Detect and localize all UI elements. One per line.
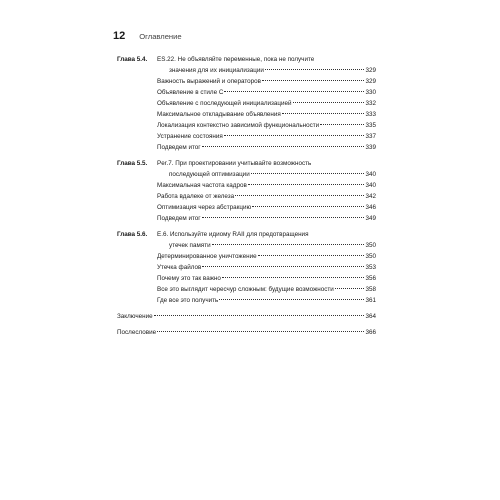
entry-text: Послесловие [117, 329, 157, 336]
entry-text: Работа вдалеке от железа [157, 193, 235, 200]
chapter-title [157, 54, 376, 76]
entry-text: Утечка файлов [157, 264, 202, 271]
chapter-title-line1: ES.22. Не объявляйте переменные, пока не получите [157, 56, 315, 63]
entry-text: Объявление в стиле C [157, 89, 224, 96]
dot-leader [262, 80, 364, 81]
dot-leader [320, 124, 364, 125]
toc-entry[interactable] [157, 284, 376, 295]
entry-page: 339 [365, 144, 376, 151]
entry-page: 358 [365, 286, 376, 293]
chapter-title-line2 [157, 169, 376, 180]
dot-leader [222, 277, 365, 278]
toc-entry[interactable] [157, 142, 376, 153]
dot-leader [282, 113, 365, 114]
dot-leader [202, 266, 364, 267]
page-header [113, 30, 182, 42]
chapter-5-6 [117, 229, 376, 306]
toc-entry[interactable] [157, 109, 376, 120]
chapter-heading [117, 54, 376, 76]
entry-page: 361 [365, 297, 376, 304]
toc-entry[interactable] [157, 191, 376, 202]
entry-text: Подведем итог [157, 144, 201, 151]
section-list [117, 251, 376, 306]
entry-text: Локализация контекстно зависимой функциональности [157, 122, 320, 129]
back-matter [117, 311, 376, 338]
entry-text: Оптимизация через абстракцию [157, 204, 252, 211]
entry-page: 333 [365, 111, 376, 118]
toc-entry[interactable] [157, 120, 376, 131]
entry-text: Максимальная частота кадров [157, 182, 247, 189]
entry-text: Почему это так важно [157, 275, 221, 282]
entry-page: 337 [365, 133, 376, 140]
running-title: Оглавление [139, 32, 182, 41]
section-list [117, 76, 376, 153]
dot-leader [235, 195, 364, 196]
chapter-title [157, 229, 376, 251]
entry-text: Заключение [117, 313, 153, 320]
dot-leader [251, 173, 365, 174]
toc-entry[interactable] [157, 202, 376, 213]
chapter-title [157, 158, 376, 180]
toc-entry[interactable] [157, 273, 376, 284]
page-number: 12 [113, 30, 126, 42]
entry-text: Подведем итог [157, 215, 201, 222]
chapter-heading [117, 158, 376, 180]
chapter-label: Глава 5.6. [117, 231, 148, 238]
chapter-title-line2-text: утечек памяти [169, 242, 211, 249]
chapter-title-line2 [157, 65, 376, 76]
entry-page: 356 [365, 275, 376, 282]
chapter-label: Глава 5.4. [117, 56, 148, 63]
entry-page: 335 [365, 122, 376, 129]
toc-entry[interactable] [157, 76, 376, 87]
toc-entry[interactable] [157, 180, 376, 191]
entry-page: 329 [365, 78, 376, 85]
entry-text: Объявление с последующей инициализацией [157, 100, 292, 107]
dot-leader [293, 102, 365, 103]
entry-page: 349 [365, 215, 376, 222]
section-list [117, 180, 376, 224]
toc-entry[interactable] [157, 213, 376, 224]
dot-leader [224, 135, 365, 136]
chapter-5-5 [117, 158, 376, 224]
dot-leader [265, 69, 365, 70]
toc-entry-afterword[interactable] [117, 327, 376, 338]
chapter-heading [117, 229, 376, 251]
entry-page: 366 [365, 329, 376, 336]
entry-page: 342 [365, 193, 376, 200]
entry-page: 340 [365, 182, 376, 189]
dot-leader [258, 255, 365, 256]
entry-text: Максимальное откладывание объявления [157, 111, 281, 118]
entry-text: Где все это получить [157, 297, 219, 304]
toc-entry-conclusion[interactable] [117, 311, 376, 322]
chapter-title-line2-text: последующей оптимизации [169, 171, 250, 178]
toc-entry[interactable] [157, 295, 376, 306]
dot-leader [219, 299, 364, 300]
entry-text: Все это выглядит чересчур сложным: будущие возможности [157, 286, 334, 293]
entry-page: 330 [365, 89, 376, 96]
entry-page: 350 [365, 253, 376, 260]
toc-entry[interactable] [157, 98, 376, 109]
chapter-page: 350 [365, 242, 376, 249]
chapter-5-4 [117, 54, 376, 153]
chapter-title-line1: Per.7. При проектировании учитывайте возможность [157, 160, 312, 167]
entry-page: 346 [365, 204, 376, 211]
entry-text: Важность выражений и операторов [157, 78, 262, 85]
dot-leader [224, 91, 364, 92]
dot-leader [252, 206, 364, 207]
chapter-page: 340 [365, 171, 376, 178]
dot-leader [202, 146, 365, 147]
dot-leader [248, 184, 365, 185]
chapter-title-line1: E.6. Используйте идиому RAII для предотвращения [157, 231, 309, 238]
toc-entry[interactable] [157, 262, 376, 273]
dot-leader [202, 217, 365, 218]
entry-text: Устранение состояния [157, 133, 223, 140]
toc-entry[interactable] [157, 131, 376, 142]
dot-leader [154, 315, 365, 316]
dot-leader [335, 288, 365, 289]
toc-entry[interactable] [157, 87, 376, 98]
chapter-title-line2-text: значения для их инициализации [169, 67, 264, 74]
dot-leader [212, 244, 365, 245]
toc-entry[interactable] [157, 251, 376, 262]
chapter-page: 329 [365, 67, 376, 74]
entry-page: 364 [365, 313, 376, 320]
entry-page: 353 [365, 264, 376, 271]
entry-text: Детерминированное уничтожение [157, 253, 257, 260]
chapter-label: Глава 5.5. [117, 160, 148, 167]
entry-page: 332 [365, 100, 376, 107]
chapter-title-line2 [157, 240, 376, 251]
table-of-contents [117, 54, 376, 343]
dot-leader [157, 331, 364, 332]
